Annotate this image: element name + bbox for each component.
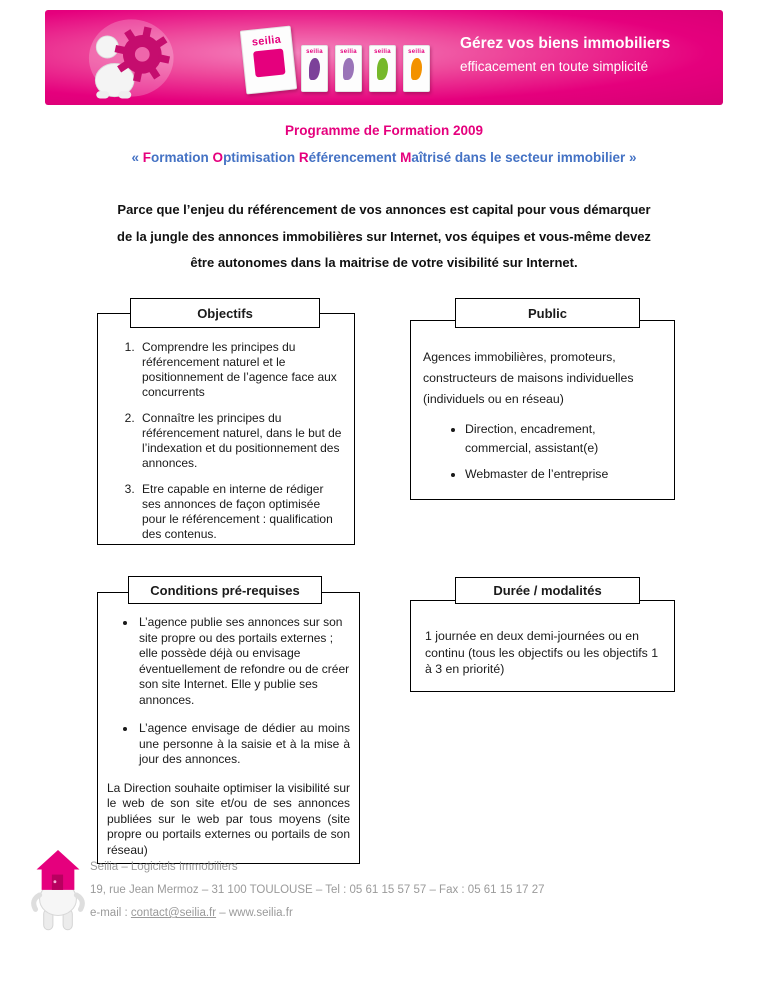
tagline-line1: Gérez vos biens immobiliers bbox=[460, 35, 671, 52]
footer-contact bbox=[90, 906, 545, 920]
page-title: Programme de Formation 2009 bbox=[284, 123, 484, 138]
product-label: seilia bbox=[251, 33, 282, 49]
intro-paragraph bbox=[63, 197, 705, 277]
subtitle-highlight: O bbox=[212, 150, 224, 165]
duree-text: 1 journée en deux demi-journées ou en continu (tous les objectifs ou les objectifs 1 à 3 en priorité) bbox=[425, 629, 659, 676]
product-art-green bbox=[377, 58, 388, 80]
public-item: • Webmaster de l’entreprise bbox=[465, 465, 662, 484]
subtitle-highlight: M bbox=[400, 150, 412, 165]
subtitle-text: ptimisation bbox=[223, 150, 299, 165]
product-box-seilia bbox=[301, 45, 328, 92]
house-mascot-icon bbox=[26, 848, 90, 940]
product-art-purple bbox=[309, 58, 320, 80]
page-subtitle bbox=[0, 150, 768, 165]
product-label: seilia bbox=[408, 49, 425, 55]
product-art-pink bbox=[253, 48, 286, 77]
intro-line: être autonomes dans la maitrise de votre visibilité sur Internet. bbox=[190, 255, 578, 270]
product-label: seilia bbox=[306, 49, 323, 55]
objectifs-item: 2. Connaître les principes du référencement naturel, dans le but de l’indexation et du positionnement des annonces. bbox=[138, 411, 344, 471]
conditions-item: • L’agence publie ses annonces sur son site propre ou des portails externes ; elle possède déjà ou envisage éventuellement de refondre ou de créer son site Internet. Elle y publie ses annonces. bbox=[137, 615, 350, 708]
product-box-seilia bbox=[403, 45, 430, 92]
intro-line: Parce que l’enjeu du référencement de vos annonces est capital pour vous démarquer bbox=[117, 202, 651, 217]
objectifs-list bbox=[114, 340, 344, 542]
section-title-objectifs: Objectifs bbox=[130, 298, 320, 328]
subtitle-text: aîtrisé dans le secteur immobilier » bbox=[411, 150, 637, 165]
section-box-conditions bbox=[97, 592, 360, 864]
section-title-duree: Durée / modalités bbox=[455, 577, 640, 604]
footer-company: Seilia – Logiciels Immobiliers bbox=[90, 861, 238, 873]
objectifs-item: 1. Comprendre les principes du référencement naturel et le positionnement de l’agence face aux concurrents bbox=[138, 340, 344, 400]
conditions-closing: La Direction souhaite optimiser la visibilité sur le web de son site et/ou de ses annonces publiées sur le web par tous moyens (site propre ou portails externes ou portails de son réseau) bbox=[107, 780, 350, 857]
product-art-violet bbox=[343, 58, 354, 80]
product-box-seilia bbox=[240, 26, 297, 95]
footer bbox=[90, 860, 545, 929]
tagline-line2: efficacement en toute simplicité bbox=[460, 59, 649, 74]
subtitle-highlight: F bbox=[142, 150, 152, 165]
email-link[interactable]: contact@seilia.fr bbox=[130, 907, 217, 919]
footer-address: 19, rue Jean Mermoz – 31 100 TOULOUSE – Tel : 05 61 15 57 57 – Fax : 05 61 15 17 27 bbox=[90, 884, 545, 896]
section-box-public bbox=[410, 320, 675, 500]
banner-tagline bbox=[460, 35, 670, 74]
footer-email-label: e-mail : bbox=[90, 907, 131, 919]
product-label: seilia bbox=[374, 49, 391, 55]
product-boxes bbox=[243, 28, 430, 92]
subtitle-text: « bbox=[131, 150, 143, 165]
section-box-duree bbox=[410, 600, 675, 692]
section-title-conditions: Conditions pré-requises bbox=[128, 576, 322, 604]
conditions-item: • L’agence envisage de dédier au moins une personne à la saisie et à la mise à jour des annonces. bbox=[137, 721, 350, 768]
header-banner bbox=[45, 10, 723, 105]
gear-mascot-icon bbox=[80, 12, 188, 104]
product-art-orange bbox=[411, 58, 422, 80]
public-intro: Agences immobilières, promoteurs, constructeurs de maisons individuelles (individuels ou en réseau) bbox=[423, 350, 634, 406]
section-title-public: Public bbox=[455, 298, 640, 328]
product-box-seilia bbox=[369, 45, 396, 92]
product-box-seilia bbox=[335, 45, 362, 92]
public-list bbox=[423, 420, 662, 484]
footer-website: – www.seilia.fr bbox=[216, 907, 293, 919]
section-box-objectifs bbox=[97, 313, 355, 545]
subtitle-text: éférencement bbox=[308, 150, 401, 165]
objectifs-item: 3. Etre capable en interne de rédiger ses annonces de façon optimisée pour le référencement : qualification des contenus. bbox=[138, 482, 344, 542]
product-label: seilia bbox=[340, 49, 357, 55]
conditions-list bbox=[107, 615, 350, 768]
intro-line: de la jungle des annonces immobilières sur Internet, vos équipes et vous-même devez bbox=[117, 228, 651, 244]
subtitle-text: ormation bbox=[151, 150, 213, 165]
subtitle-highlight: R bbox=[298, 150, 309, 165]
public-item: • Direction, encadrement, commercial, assistant(e) bbox=[465, 420, 662, 458]
